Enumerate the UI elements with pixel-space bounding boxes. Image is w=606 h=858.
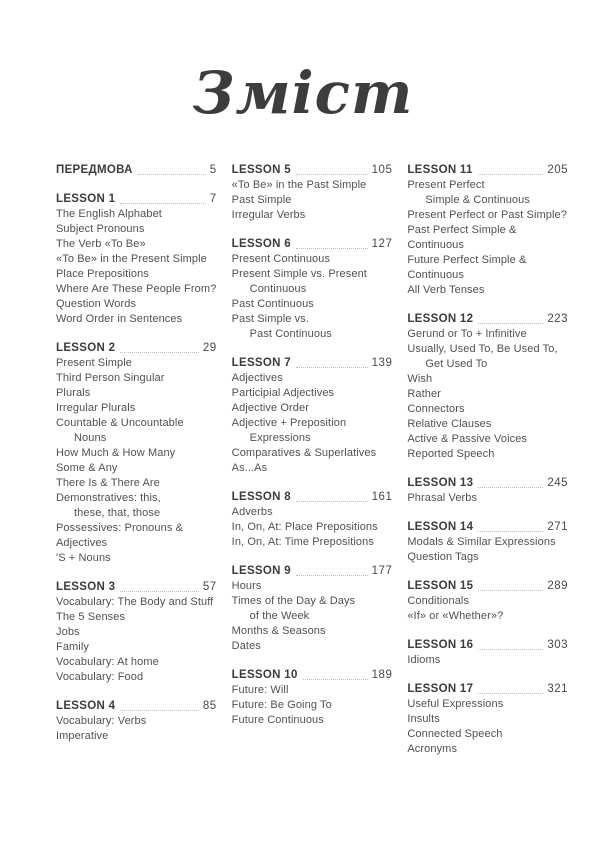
toc-heading-row [56,341,217,356]
lesson-heading: LESSON 13 [407,477,474,489]
dotted-leader [478,693,543,694]
dotted-leader [478,649,543,650]
toc-heading-row [232,564,393,579]
toc-heading-row [407,682,568,697]
toc-section [407,638,568,668]
toc-item: Present Continuous [231,253,331,265]
lesson-heading: LESSON 6 [231,238,291,250]
toc-heading-row [232,490,393,505]
toc-section [407,682,568,757]
toc-heading-row [56,580,217,595]
toc-column-3 [407,163,568,771]
toc-item: Vocabulary: Verbs [56,715,147,727]
lesson-heading: ПЕРЕДМОВА [56,164,133,176]
dotted-leader [296,501,368,502]
toc-item: Question Tags [407,551,479,563]
lesson-heading: LESSON 11 [407,164,473,176]
dotted-leader [478,531,543,532]
toc-section [407,163,568,298]
toc-item: Countable & Uncountable [56,417,184,429]
toc-columns [0,163,606,771]
page-number: 289 [547,580,569,592]
toc-item: Future Continuous [231,714,324,726]
toc-item: Expressions [249,432,311,444]
toc-item: Vocabulary: The Body and Stuff [56,596,214,608]
toc-section [407,520,568,565]
dotted-leader [120,710,199,711]
toc-item: Wish [407,373,433,385]
lesson-heading: LESSON 16 [407,639,474,651]
toc-item: Imperative [56,730,109,742]
toc-section [56,163,217,178]
toc-item: «To Be» in the Present Simple [56,253,207,265]
toc-section [56,699,217,744]
toc-item: Future: Be Going To [231,699,332,711]
page-number: 105 [371,164,393,176]
toc-section [232,668,393,728]
toc-item: Vocabulary: Food [56,671,144,683]
toc-item: Future Perfect Simple & Continuous [407,254,527,281]
toc-item: Phrasal Verbs [407,492,478,504]
lesson-heading: LESSON 15 [407,580,474,592]
toc-heading-row [232,356,393,371]
page-number: 303 [547,639,569,651]
toc-item: Adjective + Preposition [231,417,347,429]
lesson-heading: LESSON 9 [231,565,291,577]
toc-section [232,237,393,342]
lesson-heading: LESSON 12 [407,313,474,325]
toc-item: Present Perfect [407,179,485,191]
dotted-leader [296,575,368,576]
dotted-leader [296,367,368,368]
page-number: 245 [547,477,569,489]
dotted-leader [120,203,205,204]
dotted-leader [478,590,543,591]
dotted-leader [296,248,368,249]
page-number: 29 [202,342,217,354]
dotted-leader [478,323,543,324]
toc-item: Months & Seasons [231,625,326,637]
toc-item: Connectors [407,403,465,415]
toc-section [407,476,568,506]
toc-section [56,580,217,685]
page-number: 205 [547,164,569,176]
toc-item: How Much & How Many [56,447,176,459]
toc-section [232,356,393,476]
lesson-heading: LESSON 4 [56,700,116,712]
toc-item: Idioms [407,654,441,666]
contents-page [0,58,606,771]
lesson-heading: LESSON 10 [231,669,298,681]
toc-item: Past Continuous [249,328,332,340]
toc-item: Jobs [56,626,80,638]
lesson-heading: LESSON 14 [407,521,474,533]
lesson-heading: LESSON 2 [56,342,116,354]
toc-item: Some & Any [56,462,118,474]
toc-item: Dates [231,640,261,652]
toc-item: «If» or «Whether»? [407,610,504,622]
toc-item: Place Prepositions [56,268,149,280]
toc-item: Participial Adjectives [231,387,335,399]
lesson-heading: LESSON 1 [56,193,116,205]
dotted-leader [120,352,199,353]
toc-item: Insults [407,713,440,725]
toc-item: these, that, those [74,507,161,519]
lesson-heading: LESSON 17 [407,683,474,695]
toc-item: Comparatives & Superlatives [231,447,377,459]
toc-item: Third Person Singular [56,372,165,384]
page-number: 127 [371,238,393,250]
toc-item: Gerund or To + Infinitive [407,328,527,340]
toc-item: Past Simple [231,194,292,206]
toc-item: Nouns [74,432,107,444]
page-number: 321 [547,683,569,695]
dotted-leader [303,679,368,680]
toc-item: Irregular Verbs [231,209,306,221]
toc-item: Vocabulary: At home [56,656,159,668]
page-number: 161 [371,491,393,503]
lesson-heading: LESSON 8 [231,491,291,503]
toc-item: Present Perfect or Past Simple? [407,209,567,221]
toc-item: Usually, Used To, Be Used To, [407,343,558,355]
toc-item: Past Continuous [231,298,314,310]
lesson-heading: LESSON 3 [56,581,116,593]
page-title: Зміст [192,59,414,127]
toc-heading-row [407,163,568,178]
page-number: 7 [209,193,217,205]
toc-item: Past Perfect Simple & Continuous [407,224,517,251]
toc-item: Family [56,641,89,653]
dotted-leader [478,487,543,488]
toc-item: In, On, At: Place Prepositions [231,521,378,533]
toc-item: «To Be» in the Past Simple [231,179,367,191]
toc-item: Hours [231,580,262,592]
page-number: 189 [371,669,393,681]
toc-item: Adjective Order [231,402,309,414]
dotted-leader [478,174,544,175]
toc-item: Conditionals [407,595,470,607]
toc-heading-row [56,699,217,714]
toc-item: Possessives: Pronouns & Adjectives [56,522,184,549]
toc-item: of the Week [249,610,310,622]
lesson-heading: LESSON 7 [231,357,291,369]
toc-item: The Verb «To Be» [56,238,146,250]
toc-item: Demonstratives: this, [56,492,161,504]
toc-item: Adverbs [231,506,273,518]
toc-item: Present Simple [56,357,132,369]
toc-item: Question Words [56,298,137,310]
toc-item: Useful Expressions [407,698,504,710]
toc-section [56,341,217,566]
toc-heading-row [407,476,568,491]
toc-heading-row [407,520,568,535]
toc-section [56,192,217,327]
toc-item: In, On, At: Time Prepositions [231,536,374,548]
toc-item: Rather [407,388,441,400]
dotted-leader [138,174,206,175]
toc-item: Continuous [249,283,307,295]
toc-item: Times of the Day & Days [231,595,356,607]
toc-heading-row [407,579,568,594]
toc-item: Get Used To [425,358,488,370]
toc-item: Connected Speech [407,728,503,740]
toc-item: Relative Clauses [407,418,492,430]
toc-item: Adjectives [231,372,283,384]
toc-item: Acronyms [407,743,458,755]
page-number: 5 [209,164,217,176]
page-number: 223 [547,313,569,325]
toc-section [232,490,393,550]
dotted-leader [120,591,199,592]
toc-item: Where Are These People From? [56,283,217,295]
toc-heading-row [232,163,393,178]
toc-item: Irregular Plurals [56,402,136,414]
toc-heading-row [56,192,217,207]
toc-section [407,312,568,462]
toc-column-1 [56,163,217,771]
page-number: 271 [547,521,569,533]
toc-heading-row [232,668,393,683]
toc-item: Modals & Similar Expressions [407,536,556,548]
page-number: 177 [371,565,393,577]
toc-item: There Is & There Are [56,477,160,489]
toc-heading-row [407,312,568,327]
toc-item: All Verb Tenses [407,284,485,296]
toc-column-2 [232,163,393,771]
toc-item: Subject Pronouns [56,223,145,235]
lesson-heading: LESSON 5 [231,164,291,176]
page-number: 85 [202,700,217,712]
dotted-leader [296,174,368,175]
toc-item: Active & Passive Voices [407,433,528,445]
toc-section [407,579,568,624]
page-number: 139 [371,357,393,369]
toc-item: The English Alphabet [56,208,162,220]
toc-section [232,564,393,654]
page-number: 57 [202,581,217,593]
toc-item: The 5 Senses [56,611,126,623]
toc-item: As...As [231,462,268,474]
toc-heading-row [232,237,393,252]
toc-item: Future: Will [231,684,289,696]
toc-item: Reported Speech [407,448,495,460]
toc-heading-row [407,638,568,653]
toc-item: Past Simple vs. [231,313,309,325]
toc-heading-row [56,163,217,178]
toc-item: Simple & Continuous [425,194,530,206]
toc-item: Plurals [56,387,91,399]
toc-section [232,163,393,223]
toc-item: Word Order in Sentences [56,313,183,325]
toc-item: Present Simple vs. Present [231,268,367,280]
toc-item: 'S + Nouns [56,552,111,564]
